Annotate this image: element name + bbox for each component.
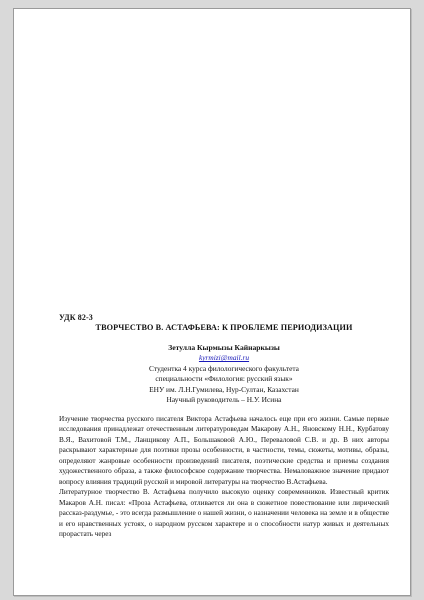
author-position: Студентка 4 курса филологического факультета xyxy=(149,363,299,373)
udc-code: УДК 82-3 xyxy=(59,313,93,322)
author-supervisor: Научный руководитель – Н.У. Исина xyxy=(166,395,282,405)
document-page xyxy=(13,8,411,596)
article-body xyxy=(59,414,389,539)
paragraph-2: Литературное творчество В. Астафьева получило высокую оценку современников. Известный критик Макаров А.Н. писал: «Проза Астафьева, отливается ли она в сюжетное повествование или лирический рассказ-раздумье, - это всегда размышление о нашей жизни, о назначении человека на земле и в обществе и его нравственных устоях, о народном русском характере и о способности натур живых и деятельных прорастать через xyxy=(59,488,389,538)
author-name: Зетулла Кырмызы Кайнаркызы xyxy=(168,343,280,352)
article-title: ТВОРЧЕСТВО В. АСТАФЬЕВА: К ПРОБЛЕМЕ ПЕРИОДИЗАЦИИ xyxy=(95,323,353,332)
author-email-link[interactable]: kyrmizi@mail.ru xyxy=(198,353,250,363)
author-specialty: специальности «Филология: русский язык» xyxy=(155,374,293,384)
paragraph-1: Изучение творчества русского писателя Виктора Астафьева началось еще при его жизни. Самые первые исследования принадлежат отечественным литературоведам Макарову А.Н., Яновскому Н.Н., Курбатову В.Я., Вахитовой Т.М., Ланщикову А.П., Большаковой А.Ю., Переваловой С.В. и др. В них авторы раскрывают характерные для поэтики прозы особенности, в частности, темы, сюжеты, мотивы, образы, определяют жанровые особенности произведений писателя, поэтические средства и приемы создания художественного образа, а также философское содержание творчества. Немаловажное значение придают вопросу влияния традиций русской и мировой литературы на творчество В.Астафьева. xyxy=(59,415,389,486)
author-university: ЕНУ им. Л.Н.Гумилева, Нур-Султан, Казахстан xyxy=(149,384,299,394)
author-block xyxy=(59,343,389,405)
author-email-line xyxy=(59,353,389,363)
